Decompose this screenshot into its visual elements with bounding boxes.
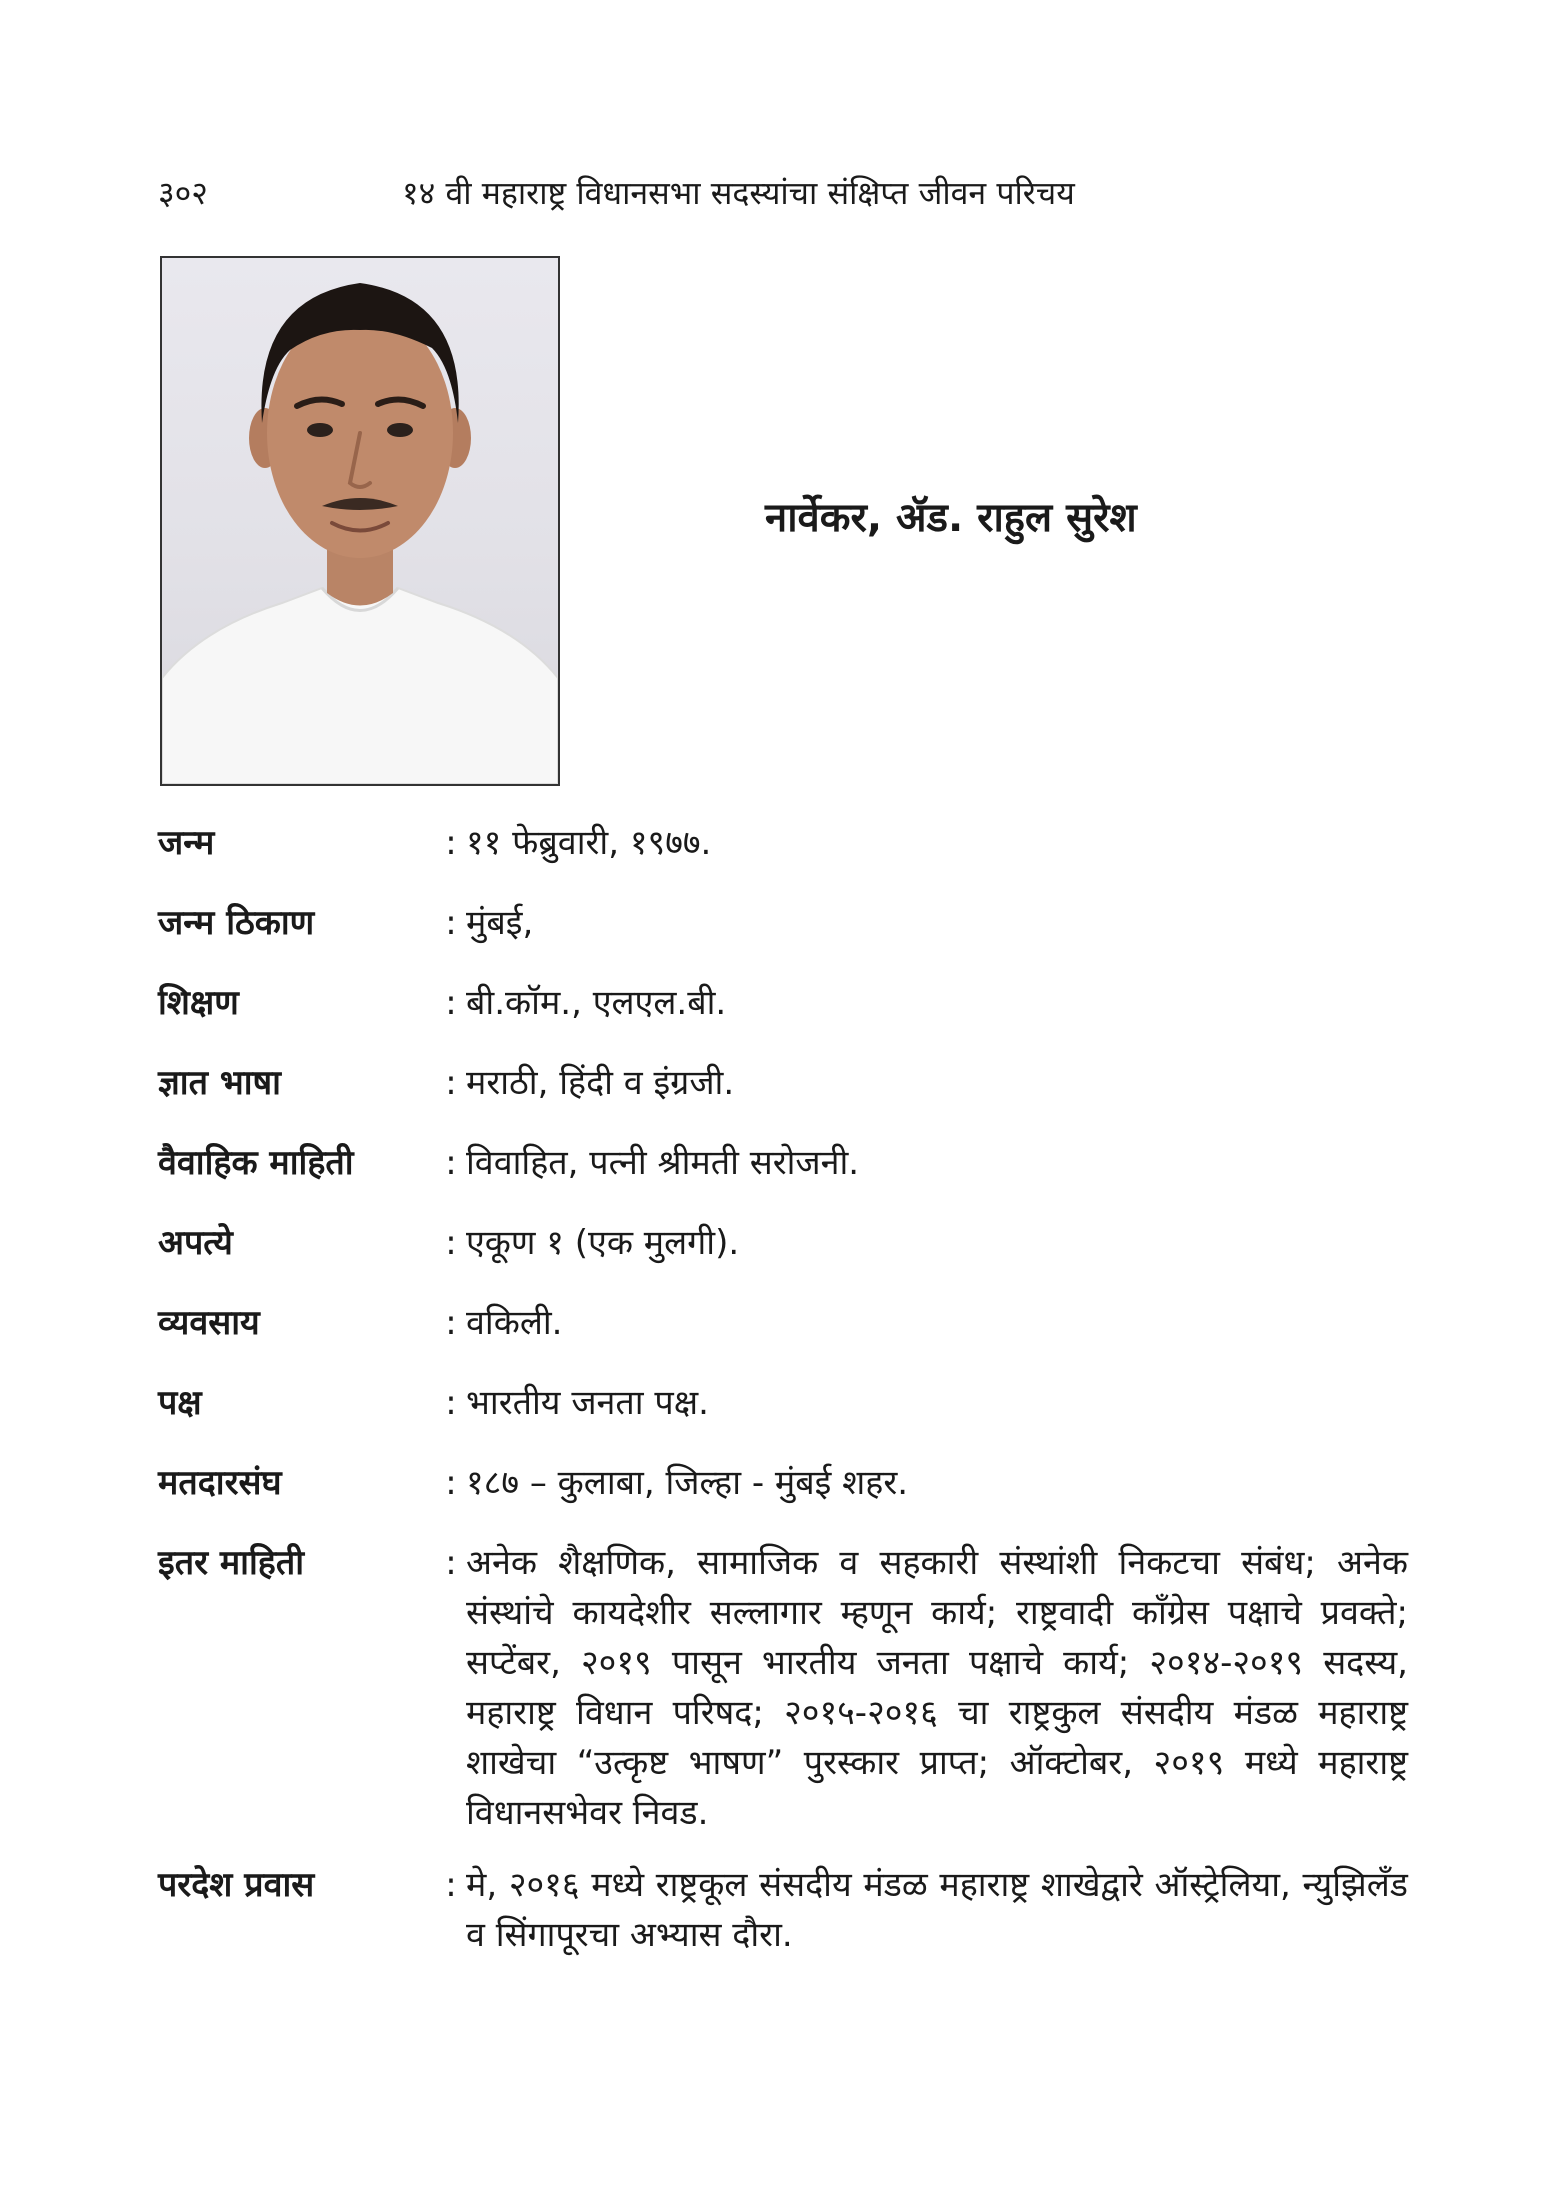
detail-row-children bbox=[158, 1218, 1408, 1268]
detail-separator: : bbox=[445, 1865, 457, 1905]
detail-label: शिक्षण bbox=[158, 983, 239, 1023]
detail-value: ११ फेब्रुवारी, १९७७. bbox=[466, 823, 712, 863]
detail-row-occupation bbox=[158, 1298, 1408, 1348]
detail-label: मतदारसंघ bbox=[158, 1463, 282, 1503]
detail-value: मे, २०१६ मध्ये राष्ट्रकूल संसदीय मंडळ महाराष्ट्र शाखेद्वारे ऑस्ट्रेलिया, न्युझिलँड व सिंगापूरचा अभ्यास दौरा. bbox=[466, 1865, 1408, 1955]
detail-value: वकिली. bbox=[466, 1303, 563, 1343]
detail-label: वैवाहिक माहिती bbox=[158, 1143, 354, 1183]
detail-separator: : bbox=[445, 1463, 457, 1503]
detail-row-birthplace bbox=[158, 898, 1408, 948]
detail-separator: : bbox=[445, 823, 457, 863]
detail-separator: : bbox=[445, 983, 457, 1023]
member-photo bbox=[160, 256, 560, 786]
detail-separator: : bbox=[445, 1223, 457, 1263]
detail-label: अपत्ये bbox=[158, 1223, 233, 1263]
detail-separator: : bbox=[445, 1543, 457, 1583]
running-title: १४ वी महाराष्ट्र विधानसभा सदस्यांचा संक्षिप्त जीवन परिचय bbox=[402, 174, 1075, 212]
detail-label: जन्म bbox=[158, 823, 215, 863]
page-number: ३०२ bbox=[158, 174, 208, 212]
detail-row-other-info bbox=[158, 1538, 1408, 1838]
detail-row-party bbox=[158, 1378, 1408, 1428]
detail-row-constituency bbox=[158, 1458, 1408, 1508]
detail-row-marital bbox=[158, 1138, 1408, 1188]
detail-label: परदेश प्रवास bbox=[158, 1865, 315, 1905]
detail-row-birth bbox=[158, 818, 1408, 868]
detail-value: विवाहित, पत्नी श्रीमती सरोजनी. bbox=[466, 1143, 860, 1183]
detail-value: १८७ – कुलाबा, जिल्हा - मुंबई शहर. bbox=[466, 1463, 909, 1503]
detail-value: मुंबई, bbox=[466, 903, 534, 943]
detail-label: पक्ष bbox=[158, 1383, 202, 1423]
detail-row-languages bbox=[158, 1058, 1408, 1108]
detail-separator: : bbox=[445, 1143, 457, 1183]
detail-value: एकूण १ (एक मुलगी). bbox=[466, 1223, 740, 1263]
detail-label: इतर माहिती bbox=[158, 1543, 305, 1583]
details-list bbox=[158, 818, 1408, 1990]
detail-value: भारतीय जनता पक्ष. bbox=[466, 1383, 709, 1423]
detail-value: मराठी, हिंदी व इंग्रजी. bbox=[466, 1063, 735, 1103]
member-name: नार्वेकर, ॲड. राहुल सुरेश bbox=[765, 495, 1137, 541]
detail-label: ज्ञात भाषा bbox=[158, 1063, 281, 1103]
detail-row-foreign-travel bbox=[158, 1860, 1408, 1960]
page-header bbox=[158, 168, 1398, 218]
detail-value: अनेक शैक्षणिक, सामाजिक व सहकारी संस्थांशी निकटचा संबंध; अनेक संस्थांचे कायदेशीर सल्लागार म्हणून कार्य; राष्ट्रवादी काँग्रेस पक्षाचे प्रवक्ते; सप्टेंबर, २०१९ पासून भारतीय जनता पक्षाचे कार्य; २०१४-२०१९ सदस्य, महाराष्ट्र विधान परिषद; २०१५-२०१६ चा राष्ट्रकुल संसदीय मंडळ महाराष्ट्र शाखेचा “उत्कृष्ट भाषण” पुरस्कार प्राप्त; ऑक्टोबर, २०१९ मध्ये महाराष्ट्र विधानसभेवर निवड. bbox=[466, 1543, 1408, 1833]
detail-row-education bbox=[158, 978, 1408, 1028]
detail-separator: : bbox=[445, 903, 457, 943]
detail-label: व्यवसाय bbox=[158, 1303, 260, 1343]
detail-separator: : bbox=[445, 1383, 457, 1423]
detail-value: बी.कॉम., एलएल.बी. bbox=[466, 983, 727, 1023]
detail-label: जन्म ठिकाण bbox=[158, 903, 315, 943]
detail-separator: : bbox=[445, 1063, 457, 1103]
detail-separator: : bbox=[445, 1303, 457, 1343]
